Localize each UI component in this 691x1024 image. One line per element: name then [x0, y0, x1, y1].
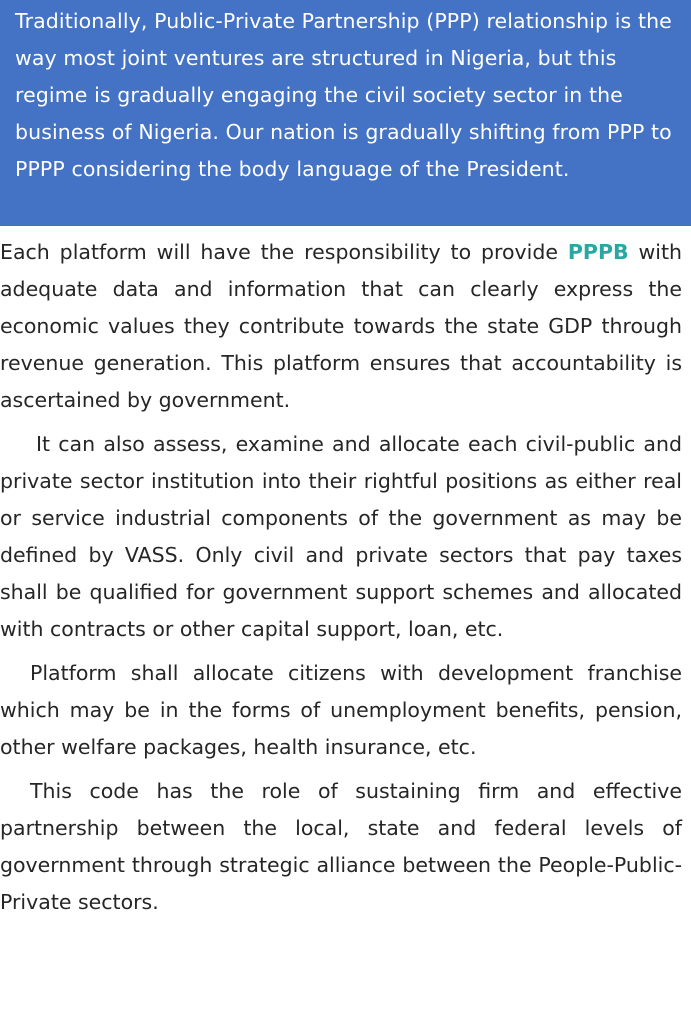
intro-callout-box — [0, 0, 691, 226]
paragraph-1-lead-text: Each platform will have the responsibility to provide — [0, 240, 568, 264]
paragraph-assess-allocate: It can also assess, examine and allocate each civil-public and private sector institution into their rightful positions as either real or service industrial components of the government as may be defined by VASS. Only civil and private sectors that pay taxes shall be qualified for government support schemes and allocated with contracts or other capital support, loan, etc. — [0, 432, 682, 641]
intro-callout-text: Traditionally, Public-Private Partnership (PPP) relationship is the way most joint ventures are structured in Nigeria, but this regime is gradually engaging the civil society sector in the business of Nigeria. Our nation is gradually shifting from PPP to PPPP considering the body language of the President. — [15, 9, 672, 181]
paragraph-partnership-code: This code has the role of sustaining firm and effective partnership between the local, state and federal levels of government through strategic alliance between the People-Public-Private sectors. — [0, 779, 682, 914]
document-body — [0, 234, 682, 928]
pppb-highlight: PPPB — [567, 240, 629, 264]
paragraph-development-franchise: Platform shall allocate citizens with development franchise which may be in the forms of unemployment benefits, pension, other welfare packages, health insurance, etc. — [0, 661, 682, 759]
paragraph-1-tail-text: with adequate data and information that can clearly express the economic values they contribute towards the state GDP through revenue generation. This platform ensures that accountability is ascertained by government. — [0, 240, 683, 412]
paragraph-platform-responsibility — [0, 234, 682, 419]
